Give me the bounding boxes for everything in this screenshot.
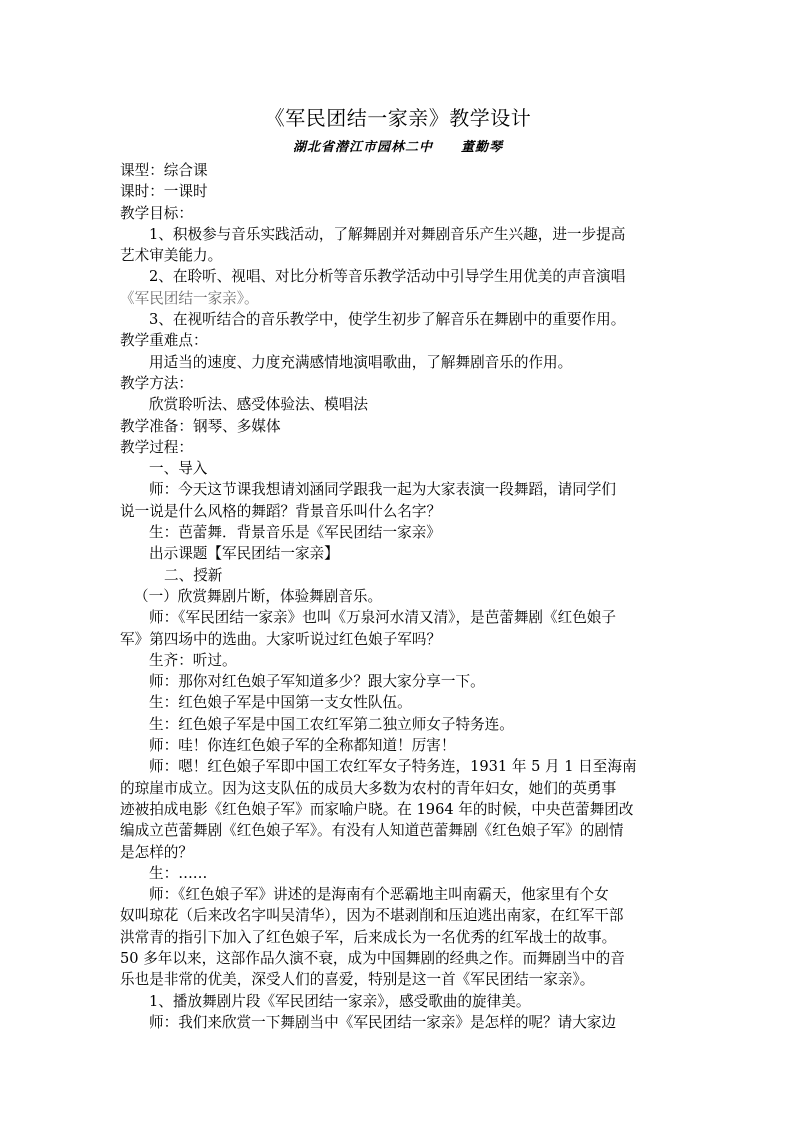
objective-1-line-2: 艺术审美能力。 xyxy=(120,247,223,265)
teacher-line-3: 师：《军民团结一家亲》也叫《万泉河水清又清》，是芭蕾舞剧《红色娘子 xyxy=(149,609,616,627)
objective-2-line-2: 《军民团结一家亲》。 xyxy=(120,289,259,307)
document-title: 《军民团结一家亲》教学设计 xyxy=(264,106,532,130)
student-line-4: 生：…… xyxy=(149,864,208,882)
heading-methods: 教学方法： xyxy=(120,374,193,392)
teacher-line-11: 是怎样的？ xyxy=(120,843,193,861)
student-line-1: 生：芭蕾舞．背景音乐是《军民团结一家亲》 xyxy=(149,524,441,542)
teacher-line-7: 师：嗯！红色娘子军即中国工农红军女子特务连，1931 年 5 月 1 日至海南 xyxy=(149,758,637,776)
teacher-line-6: 师：哇！你连红色娘子军的全称都知道！厉害！ xyxy=(149,737,456,755)
document-page xyxy=(120,104,676,1033)
teacher-line-4: 军》第四场中的选曲。大家听说过红色娘子军吗？ xyxy=(120,630,442,648)
key-points-text: 用适当的速度、力度充满感情地演唱歌曲，了解舞剧音乐的作用。 xyxy=(149,353,573,371)
heading-process: 教学过程： xyxy=(120,438,193,456)
teacher-line-2: 说一说是什么风格的舞蹈？背景音乐叫什么名字？ xyxy=(120,502,442,520)
teacher-line-1: 师：今天这节课我想请刘涵同学跟我一起为大家表演一段舞蹈，请同学们 xyxy=(149,481,617,499)
teacher-line-5: 师：那你对红色娘子军知道多少？跟大家分享一下。 xyxy=(149,673,485,691)
heading-key-points: 教学重难点： xyxy=(120,332,208,350)
teacher-line-8: 的琼崖市成立。因为这支队伍的成员大多数为农村的青年妇女，她们的英勇事 xyxy=(120,779,617,797)
teacher-line-17: 师：我们来欣赏一下舞剧当中《军民团结一家亲》是怎样的呢？请大家边 xyxy=(149,1013,617,1031)
show-title: 出示课题【军民团结一家亲】 xyxy=(149,545,339,563)
teacher-line-15: 50 多年以来，这部作品久演不衰，成为中国舞剧的经典之作。而舞剧当中的音 xyxy=(120,949,625,967)
students-reply: 生齐：听过。 xyxy=(149,651,237,669)
teacher-line-9: 迹被拍成电影《红色娘子军》而家喻户晓。在 1964 年的时候，中央芭蕾舞团改 xyxy=(120,800,634,818)
heading-objectives: 教学目标： xyxy=(120,204,193,222)
step-1: 1、播放舞剧片段《军民团结一家亲》，感受歌曲的旋律美。 xyxy=(149,992,531,1010)
subsection-1: （一）欣赏舞剧片断，体验舞剧音乐。 xyxy=(134,587,383,605)
section-new: 二、授新 xyxy=(164,566,223,584)
lesson-hours: 课时：一课时 xyxy=(120,183,208,201)
teacher-line-16: 乐也是非常的优美，深受人们的喜爱，特别是这一首《军民团结一家亲》。 xyxy=(120,971,595,989)
lesson-type: 课型：综合课 xyxy=(120,162,208,179)
section-intro: 一、导入 xyxy=(149,460,208,478)
methods-text: 欣赏聆听法、感受体验法、模唱法 xyxy=(149,396,368,414)
author-line: 湖北省潜江市园林二中 董勤琴 xyxy=(292,140,503,155)
student-line-3: 生：红色娘子军是中国工农红军第二独立师女子特务连。 xyxy=(149,715,514,733)
teacher-line-12: 师：《红色娘子军》讲述的是海南有个恶霸地主叫南霸天，他家里有个女 xyxy=(149,886,609,904)
student-line-2: 生：红色娘子军是中国第一支女性队伍。 xyxy=(149,694,412,712)
objective-1-line-1: 1、积极参与音乐实践活动，了解舞剧并对舞剧音乐产生兴趣，进一步提高 xyxy=(149,225,626,243)
objective-3: 3、在视听结合的音乐教学中，使学生初步了解音乐在舞剧中的重要作用。 xyxy=(149,311,626,329)
teacher-line-14: 洪常青的指引下加入了红色娘子军，后来成长为一名优秀的红军战士的故事。 xyxy=(120,928,617,946)
objective-2-line-1: 2、在聆听、视唱、对比分析等音乐教学活动中引导学生用优美的声音演唱 xyxy=(149,268,626,286)
teacher-line-10: 编成立芭蕾舞剧《红色娘子军》。有没有人知道芭蕾舞剧《红色娘子军》的剧情 xyxy=(120,822,624,840)
preparation: 教学准备：钢琴、多媒体 xyxy=(120,417,281,435)
teacher-line-13: 奴叫琼花（后来改名字叫吴清华），因为不堪剥削和压迫逃出南家，在红军干部 xyxy=(120,907,624,925)
